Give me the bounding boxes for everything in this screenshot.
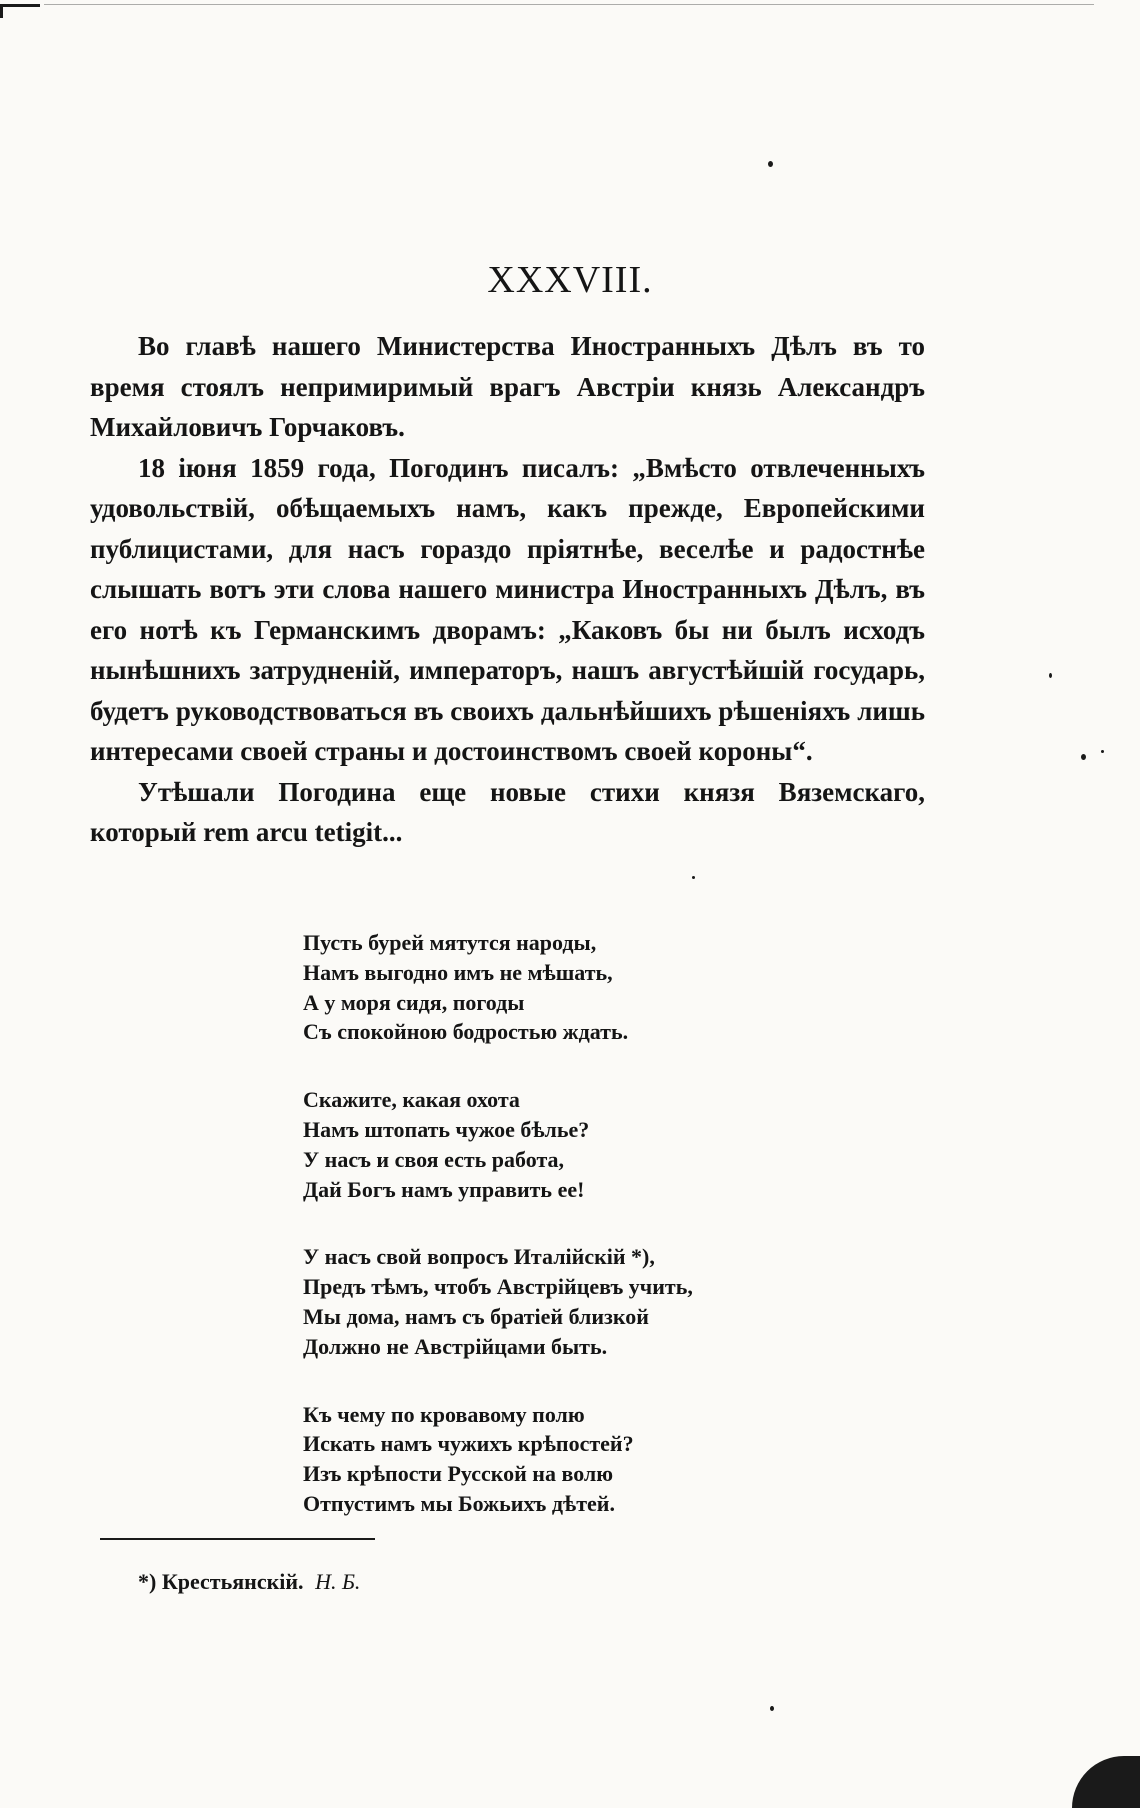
verse-line: А у моря сидя, погоды bbox=[303, 989, 525, 1015]
footnote-text: *) Крестьянскій. bbox=[138, 1569, 304, 1594]
verse-line: Намъ выгодно имъ не мѣшать, bbox=[303, 959, 613, 985]
scan-speck bbox=[1081, 754, 1086, 760]
verse-line: Отпустимъ мы Божьихъ дѣтей. bbox=[303, 1490, 615, 1516]
scan-top-edge bbox=[44, 4, 1094, 5]
paragraph: Утѣшали Погодина еще новые стихи князя Вяземскаго, который rem arcu tetigit... bbox=[90, 776, 925, 847]
paragraph: 18 іюня 1859 года, Погодинъ писалъ: „Вмѣсто отвлеченныхъ удовольствій, обѣщаемыхъ намъ, какъ прежде, Европейскими публицистами, для насъ гораздо пріятнѣе, веселѣе и радостнѣе слышать вотъ эти слова нашего министра Иностранныхъ Дѣлъ, въ его нотѣ къ Германскимъ дворамъ: „Каковъ бы ни былъ исходъ нынѣшнихъ затрудненій, императоръ, нашъ августѣйшій государь, будетъ руководствоваться въ своихъ дальнѣйшихъ рѣшеніяхъ лишь интересами своей страны и достоинствомъ своей короны“. bbox=[90, 452, 925, 766]
scan-corner-mark bbox=[0, 4, 40, 7]
verse-line: Искать намъ чужихъ крѣпостей? bbox=[303, 1431, 634, 1457]
body-text bbox=[90, 326, 925, 853]
verse-line: Скажите, какая охота bbox=[303, 1087, 520, 1113]
verse-line: Пусть бурей мятутся народы, bbox=[303, 930, 597, 955]
footnote-divider bbox=[100, 1538, 375, 1540]
paragraph: Во главѣ нашего Министерства Иностранныхъ Дѣлъ въ то время стоялъ непримиримый врагъ Австріи князь Александръ Михайловичъ Горчаковъ. bbox=[90, 331, 925, 442]
verse-line: Изъ крѣпости Русской на волю bbox=[303, 1461, 614, 1487]
verse-line: Намъ штопать чужое бѣлье? bbox=[303, 1116, 590, 1142]
scan-corner-mark bbox=[0, 4, 3, 18]
poem-stanza bbox=[303, 1085, 863, 1204]
poem-stanza bbox=[303, 928, 863, 1047]
scan-speck bbox=[1101, 750, 1104, 753]
poem-stanza bbox=[303, 1242, 863, 1361]
verse-line: Съ спокойною бодростью ждать. bbox=[303, 1019, 629, 1045]
verse-line: Мы дома, намъ съ братіей близкой bbox=[303, 1303, 649, 1329]
poem-stanza bbox=[303, 1400, 863, 1519]
verse-line: Къ чему по кровавому полю bbox=[303, 1401, 585, 1427]
scan-speck bbox=[770, 1706, 774, 1711]
footnote-initials: Н. Б. bbox=[315, 1569, 361, 1594]
chapter-heading: XXXVIII. bbox=[487, 259, 653, 301]
verse-line: У насъ и своя есть работа, bbox=[303, 1146, 565, 1172]
scan-speck bbox=[1049, 673, 1052, 678]
footnote bbox=[138, 1569, 360, 1595]
poem bbox=[303, 928, 863, 1519]
scan-speck bbox=[768, 161, 773, 167]
verse-line: Дай Богъ намъ управить ее! bbox=[303, 1176, 585, 1202]
verse-line: У насъ свой вопросъ Италійскій *), bbox=[303, 1244, 655, 1270]
verse-line: Предъ тѣмъ, чтобъ Австрійцевъ учить, bbox=[303, 1274, 693, 1300]
scan-corner-smudge bbox=[1072, 1756, 1140, 1808]
verse-line: Должно не Австрійцами быть. bbox=[303, 1333, 608, 1359]
scan-speck bbox=[692, 876, 695, 879]
